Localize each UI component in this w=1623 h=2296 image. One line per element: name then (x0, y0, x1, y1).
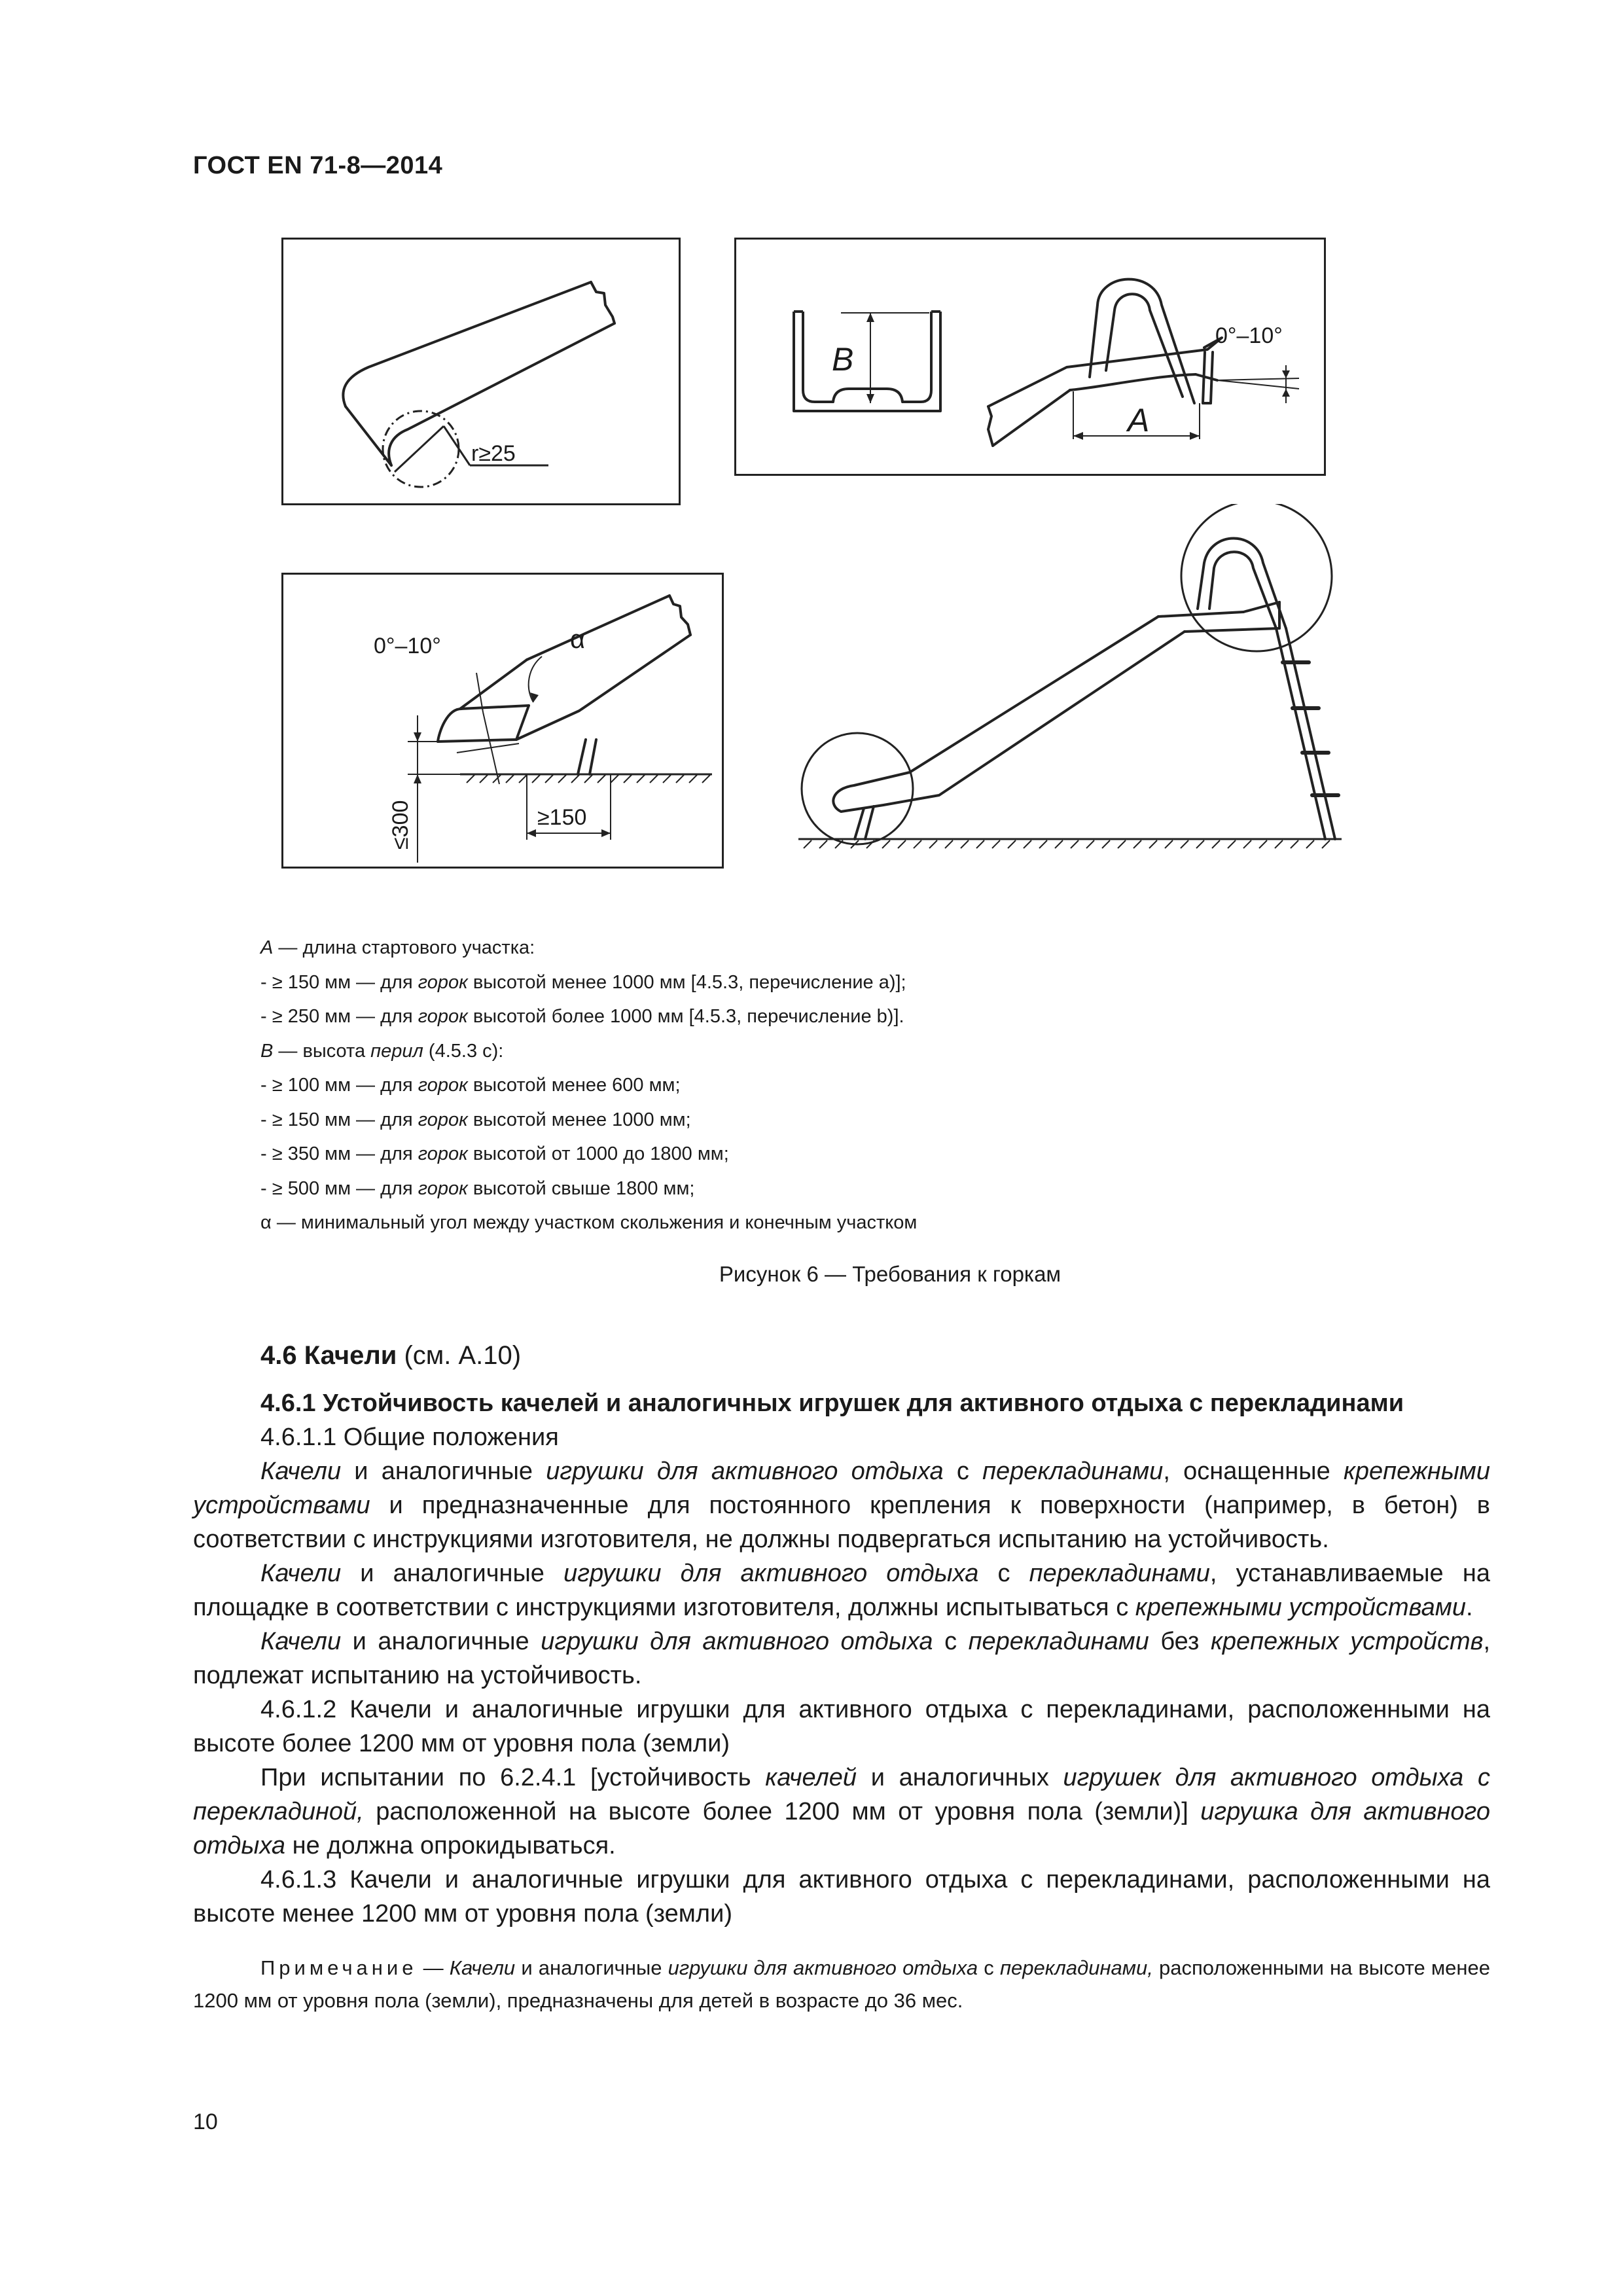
italic-term: горок (418, 1143, 468, 1164)
text-run: с (978, 1560, 1029, 1587)
italic-term: крепежными устройствами (193, 1458, 1490, 1519)
text-run: расположенными на высоте менее 1200 мм от уровня пола (земли), предназначены для детей в возрасте до 36 мес. (193, 1956, 1491, 2012)
italic-term: горок (418, 1075, 468, 1096)
italic-term: горок (418, 971, 468, 993)
body-paragraph (193, 1624, 1490, 1693)
text-run: и аналогичные (515, 1956, 668, 1979)
note-label: Примечание (260, 1956, 418, 1979)
text-run: не должна опрокидываться. (285, 1832, 616, 1859)
tilt-bottom-label: 0°–10° (374, 634, 441, 658)
slide-edge-drawing (283, 240, 679, 503)
text-run: — высота (273, 1040, 371, 1062)
legend-line (260, 1034, 1504, 1069)
text-run: - ≥ 100 мм — для (260, 1075, 418, 1096)
text-run: и аналогичные (341, 1628, 541, 1655)
figure-panel-rails (734, 238, 1326, 476)
text-run: . (1465, 1594, 1473, 1621)
page-number: 10 (193, 2109, 218, 2134)
italic-term: игрушки для активного отдыха (546, 1458, 944, 1485)
italic-term: перекладинами (982, 1458, 1164, 1485)
text-run: и аналогичные (341, 1458, 546, 1485)
section-heading-ref: (см. А.10) (397, 1341, 522, 1370)
text-run: с (943, 1458, 983, 1485)
exit-length-label: ≥150 (537, 805, 587, 830)
text-run: с (933, 1628, 969, 1655)
angle-label: α (570, 625, 586, 654)
text-run: - ≥ 150 мм — для (260, 1109, 418, 1130)
italic-term: перекладинами, (999, 1956, 1153, 1979)
figure-slide-overview (792, 504, 1342, 870)
text-run: высотой менее 1000 мм [4.5.3, перечисление a)]; (467, 971, 906, 993)
section-heading-number: 4.6 Качели (260, 1341, 397, 1370)
figure-panel-edge-radius (281, 238, 681, 505)
text-run: высотой менее 600 мм; (467, 1075, 681, 1096)
italic-term: B (260, 1040, 274, 1062)
italic-term: качелей (765, 1764, 857, 1791)
italic-term: Качели (260, 1628, 342, 1655)
text-run: и предназначенные для постоянного крепления к поверхности (например, в бетон) в соответствии с инструкциями изготовителя, не должны подвергаться испытанию на устойчивость. (193, 1492, 1490, 1553)
text-run: высотой свыше 1800 мм; (467, 1177, 695, 1199)
italic-term: крепежных устройств (1210, 1628, 1484, 1655)
italic-term: перекладинами (968, 1628, 1149, 1655)
text-run: - ≥ 350 мм — для (260, 1143, 418, 1164)
rail-height-label: B (832, 341, 854, 378)
italic-term: Качели (449, 1956, 516, 1979)
tilt-top-label: 0°–10° (1215, 323, 1283, 348)
text-run: — (417, 1956, 450, 1979)
text-run: — длина стартового участка: (273, 937, 535, 958)
text-run: (4.5.3 c): (423, 1040, 504, 1062)
radius-label: r≥25 (471, 441, 516, 466)
italic-term: игрушки для активного отдыха (563, 1560, 979, 1587)
italic-term: горок (418, 1109, 468, 1130)
text-run: , оснащенные (1163, 1458, 1344, 1485)
slide-overview-drawing (792, 504, 1342, 870)
figure-legend (260, 931, 1504, 1240)
text-run: - ≥ 500 мм — для (260, 1177, 418, 1199)
text-run: расположенной на высоте более 1200 мм от уровня пола (земли)] (363, 1798, 1201, 1825)
body-paragraph (193, 1454, 1490, 1556)
figure-caption: Рисунок 6 — Требования к горкам (719, 1262, 1061, 1286)
legend-line (260, 931, 1504, 965)
text-run: без (1149, 1628, 1211, 1655)
start-length-label: A (1128, 402, 1150, 439)
italic-term: перил (370, 1040, 423, 1062)
italic-term: игрушек для активного отдыха с перекладиной, (193, 1764, 1491, 1825)
text-run: и аналогичные (341, 1560, 564, 1587)
italic-term: игрушка для активного отдыха (193, 1798, 1490, 1859)
body-text (193, 1454, 1490, 1931)
legend-line (260, 999, 1504, 1034)
italic-term: крепежными устройствами (1135, 1594, 1466, 1621)
text-run: 4.6.1.2 Качели и аналогичные игрушки для активного отдыха с перекладинами, расположенными на высоте более 1200 мм от уровня пола (земли) (193, 1696, 1490, 1757)
legend-line (260, 1206, 1504, 1240)
body-paragraph (193, 1693, 1490, 1761)
legend-line (260, 1172, 1504, 1206)
italic-term: горок (418, 1006, 468, 1027)
legend-line (260, 1103, 1504, 1138)
body-paragraph (193, 1863, 1490, 1931)
text-run: высотой более 1000 мм [4.5.3, перечисление b)]. (467, 1006, 904, 1027)
italic-term: Качели (260, 1560, 342, 1587)
legend-line (260, 1068, 1504, 1103)
italic-term: горок (418, 1177, 468, 1199)
italic-term: перекладинами (1029, 1560, 1210, 1587)
rail-and-start-drawing (736, 240, 1324, 474)
text-run: - ≥ 250 мм — для (260, 1006, 418, 1027)
body-paragraph (193, 1761, 1490, 1863)
text-run: с (978, 1956, 1000, 1979)
text-run: - ≥ 150 мм — для (260, 971, 418, 993)
document-header: ГОСТ EN 71-8—2014 (193, 152, 443, 179)
section-heading (260, 1338, 521, 1372)
text-run: , подлежат испытанию на устойчивость. (193, 1628, 1490, 1689)
text-run: 4.6.1.3 Качели и аналогичные игрушки для активного отдыха с перекладинами, расположенными на высоте менее 1200 мм от уровня пола (земли) (193, 1866, 1490, 1928)
text-run: α — минимальный угол между участком скольжения и конечным участком (260, 1212, 918, 1233)
exit-height-label: ≤300 (388, 800, 413, 850)
italic-term: A (260, 937, 274, 958)
subsection-heading: 4.6.1 Устойчивость качелей и аналогичных игрушек для активного отдыха с перекладинами (260, 1390, 1404, 1417)
note (193, 1952, 1490, 2017)
italic-term: игрушки для активного отдыха (668, 1956, 978, 1979)
italic-term: Качели (260, 1458, 342, 1485)
text-run: высотой менее 1000 мм; (467, 1109, 691, 1130)
legend-line (260, 1137, 1504, 1172)
figure-panel-exit (281, 573, 724, 869)
legend-line (260, 965, 1504, 1000)
text-run: , устанавливаемые на площадке в соответствии с инструкциями изготовителя, должны испытываться с (193, 1560, 1490, 1621)
exit-section-drawing (283, 575, 722, 867)
body-paragraph (193, 1556, 1490, 1624)
subsubsection-heading: 4.6.1.1 Общие положения (260, 1424, 559, 1451)
italic-term: игрушки для активного отдыха (541, 1628, 933, 1655)
text-run: высотой от 1000 до 1800 мм; (467, 1143, 729, 1164)
text-run: и аналогичных (857, 1764, 1063, 1791)
text-run: При испытании по 6.2.4.1 [устойчивость (260, 1764, 766, 1791)
